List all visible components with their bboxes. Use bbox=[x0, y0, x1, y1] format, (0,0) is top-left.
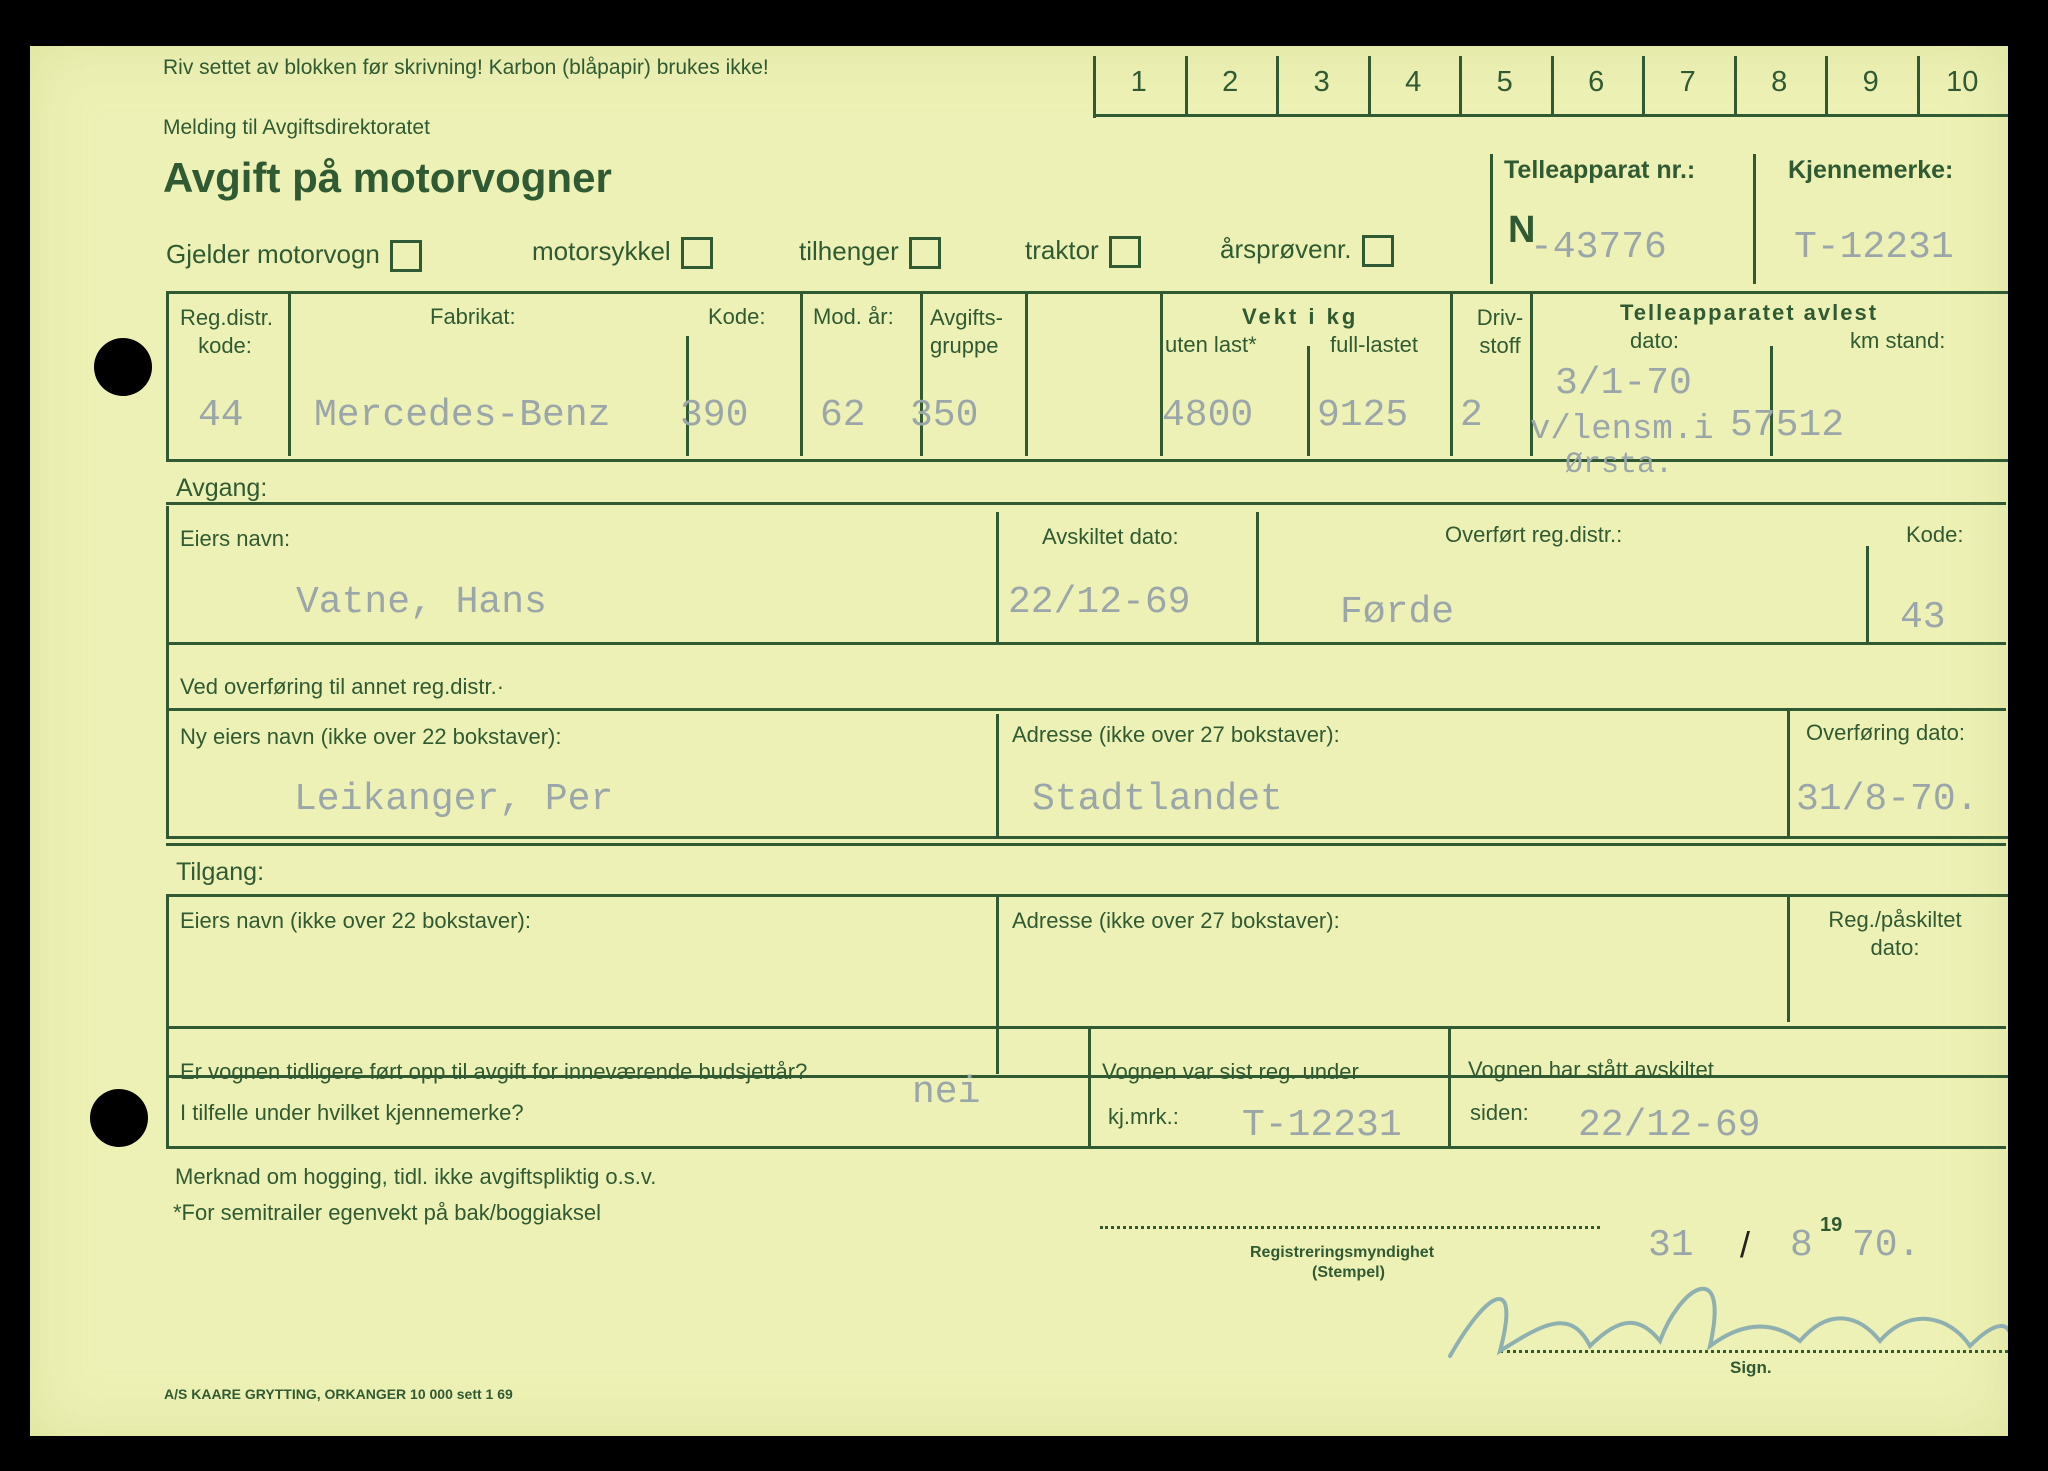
overfort-label: Overført reg.distr.: bbox=[1445, 522, 1623, 547]
column-divider bbox=[1368, 56, 1371, 114]
km-label: km stand: bbox=[1850, 328, 1946, 353]
reg-distr-value: 44 bbox=[198, 394, 244, 437]
stempel-dotline bbox=[1100, 1226, 1600, 1229]
kjmrk-value: T-12231 bbox=[1242, 1104, 1402, 1147]
teller-label: Telleapparat nr.: bbox=[1504, 156, 1696, 184]
reg-distr-label: Reg.distr. kode: bbox=[180, 305, 273, 358]
applies-tilhenger: tilhenger bbox=[799, 236, 941, 269]
column-number-5: 5 bbox=[1496, 66, 1513, 98]
question-1: Er vognen tidligere ført opp til avgift for inneværende budsjettår? bbox=[180, 1059, 808, 1084]
date-century: 19 bbox=[1820, 1214, 1843, 1236]
motorsykkel-checkbox[interactable] bbox=[681, 237, 713, 269]
reg-myndighet-label: Registreringsmyndighet bbox=[1250, 1244, 1435, 1261]
full-lastet-value: 9125 bbox=[1317, 394, 1409, 437]
column-divider bbox=[1551, 56, 1554, 114]
avskiltet-value: 22/12-69 bbox=[1008, 581, 1191, 624]
instruction-text: Riv settet av blokken før skrivning! Karbon (blåpapir) brukes ikke! bbox=[163, 56, 769, 79]
printer-text: A/S KAARE GRYTTING, ORKANGER 10 000 sett 1 69 bbox=[164, 1386, 513, 1402]
uten-last-label: uten last* bbox=[1165, 332, 1257, 357]
question-2: I tilfelle under hvilket kjennemerke? bbox=[180, 1100, 524, 1125]
mod-aar-label: Mod. år: bbox=[813, 304, 894, 329]
mod-aar-value: 62 bbox=[820, 394, 866, 437]
column-divider bbox=[1459, 56, 1462, 114]
merknad-text: Merknad om hogging, tidl. ikke avgiftspliktig o.s.v. bbox=[175, 1164, 657, 1189]
kjmrk-label: kj.mrk.: bbox=[1108, 1104, 1179, 1129]
adresse-label: Adresse (ikke over 27 bokstaver): bbox=[1012, 722, 1340, 747]
uten-last-value: 4800 bbox=[1162, 394, 1254, 437]
kode-value: 390 bbox=[680, 394, 749, 437]
table-divider bbox=[288, 291, 291, 456]
column-divider bbox=[1734, 56, 1737, 114]
siden-value: 22/12-69 bbox=[1578, 1104, 1761, 1147]
column-divider bbox=[1917, 56, 1920, 114]
applies-motorvogn: Gjelder motorvogn bbox=[166, 239, 422, 272]
eier-value: Vatne, Hans bbox=[296, 581, 547, 624]
drivstoff-value: 2 bbox=[1460, 394, 1483, 437]
semitrailer-note: *For semitrailer egenvekt på bak/boggiaksel bbox=[173, 1200, 602, 1225]
siden-label: siden: bbox=[1470, 1100, 1529, 1125]
traktor-checkbox[interactable] bbox=[1109, 236, 1141, 268]
motorvogn-checkbox[interactable] bbox=[390, 240, 422, 272]
teller-dato-note2: Ørsta. bbox=[1565, 448, 1674, 482]
avskiltet-label: Avskiltet dato: bbox=[1042, 524, 1179, 549]
applies-motorsykkel: motorsykkel bbox=[532, 236, 713, 269]
column-divider bbox=[1276, 56, 1279, 114]
column-divider bbox=[1185, 56, 1188, 114]
tilhenger-checkbox[interactable] bbox=[909, 237, 941, 269]
date-month: 8 bbox=[1790, 1224, 1813, 1267]
date-year: 70. bbox=[1852, 1224, 1921, 1267]
full-lastet-label: full-lastet bbox=[1330, 332, 1419, 357]
question-answer: nei bbox=[912, 1071, 981, 1114]
applies-traktor: traktor bbox=[1025, 235, 1141, 268]
column-number-8: 8 bbox=[1771, 66, 1788, 98]
drivstoff-label: Driv- stoff bbox=[1476, 305, 1524, 358]
column-number-1: 1 bbox=[1130, 66, 1147, 98]
column-number-6: 6 bbox=[1588, 66, 1605, 98]
column-number-7: 7 bbox=[1679, 66, 1696, 98]
date-sep: / bbox=[1740, 1224, 1751, 1265]
table-divider bbox=[1307, 346, 1310, 456]
avgiftsgruppe-value: 350 bbox=[910, 394, 979, 437]
plate-value: T-12231 bbox=[1794, 226, 1954, 269]
sign-label: Sign. bbox=[1730, 1358, 1772, 1377]
tilgang-eier-label: Eiers navn (ikke over 22 bokstaver): bbox=[180, 908, 531, 933]
column-number-9: 9 bbox=[1862, 66, 1879, 98]
punch-hole-top bbox=[94, 338, 152, 396]
table-divider bbox=[800, 291, 803, 456]
teller-read-label: Telleapparatet avlest bbox=[1620, 300, 1879, 325]
kode-label: Kode: bbox=[708, 304, 766, 329]
plate-label: Kjennemerke: bbox=[1788, 156, 1954, 184]
km-value: 57512 bbox=[1730, 404, 1845, 447]
tilgang-reg-dato-label: Reg./påskiltet dato: bbox=[1828, 907, 1962, 960]
vekt-label: Vekt i kg bbox=[1242, 304, 1359, 329]
column-number-2: 2 bbox=[1222, 66, 1239, 98]
table-divider bbox=[1450, 291, 1453, 456]
dato-label: dato: bbox=[1630, 328, 1679, 353]
column-number-10: 10 bbox=[1946, 66, 1979, 98]
avgiftsgruppe-label: Avgifts- gruppe bbox=[930, 305, 1003, 358]
overforing-dato-label: Overføring dato: bbox=[1806, 720, 1965, 745]
column-number-4: 4 bbox=[1405, 66, 1422, 98]
staatt-label: Vognen har stått avskiltet bbox=[1468, 1057, 1714, 1082]
signature-scribble bbox=[1430, 1246, 2008, 1386]
avgang-kode-label: Kode: bbox=[1906, 522, 1964, 547]
teller-dato-note: v/lensm.i bbox=[1530, 411, 1714, 449]
column-divider bbox=[1642, 56, 1645, 114]
overforing-dato-value: 31/8-70. bbox=[1796, 778, 1979, 821]
eier-label: Eiers navn: bbox=[180, 526, 291, 551]
tilgang-adresse-label: Adresse (ikke over 27 bokstaver): bbox=[1012, 908, 1340, 933]
form-sheet bbox=[30, 46, 2008, 1436]
adresse-value: Stadtlandet bbox=[1032, 778, 1283, 821]
ny-eier-value: Leikanger, Per bbox=[294, 778, 614, 821]
stempel-label: (Stempel) bbox=[1312, 1264, 1385, 1281]
sist-reg-label: Vognen var sist reg. under bbox=[1102, 1059, 1359, 1084]
punch-hole-bottom bbox=[90, 1089, 148, 1147]
fabrikat-value: Mercedes-Benz bbox=[314, 394, 611, 437]
aarsprovenr-checkbox[interactable] bbox=[1362, 235, 1394, 267]
avgang-label: Avgang: bbox=[176, 474, 268, 502]
form-title: Avgift på motorvogner bbox=[163, 154, 612, 201]
column-number-3: 3 bbox=[1313, 66, 1330, 98]
applies-aarsprovenr: årsprøvenr. bbox=[1220, 234, 1394, 267]
fabrikat-label: Fabrikat: bbox=[430, 304, 516, 329]
teller-value: -43776 bbox=[1530, 226, 1667, 269]
ny-eier-label: Ny eiers navn (ikke over 22 bokstaver): bbox=[180, 724, 562, 749]
date-day: 31 bbox=[1648, 1224, 1694, 1267]
teller-prefix: N bbox=[1508, 209, 1536, 251]
teller-dato-value: 3/1-70 bbox=[1555, 362, 1692, 405]
transfer-label: Ved overføring til annet reg.distr.· bbox=[180, 674, 505, 699]
column-divider bbox=[1825, 56, 1828, 114]
overfort-value: Førde bbox=[1340, 591, 1455, 634]
tilgang-label: Tilgang: bbox=[176, 858, 265, 886]
recipient-text: Melding til Avgiftsdirektoratet bbox=[163, 116, 430, 139]
avgang-kode-value: 43 bbox=[1900, 596, 1946, 639]
